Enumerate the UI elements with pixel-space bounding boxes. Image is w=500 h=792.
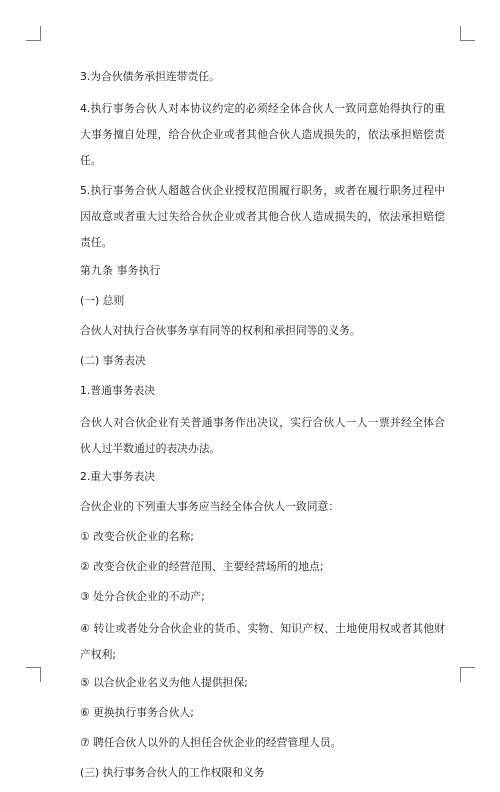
section-heading-voting: (二) 事务表决 (80, 354, 146, 367)
ordinary-voting-paragraph: 合伙人对合伙企业有关普通事务作出决议，实行合伙人一人一票并经全体合伙人过半数通过的表决办法。 (80, 416, 445, 455)
list-item-5: ⑤ 以合伙企业名义为他人提供担保; (80, 676, 248, 689)
list-item-6: ⑥ 更换执行事务合伙人; (80, 706, 194, 719)
crop-mark-bottom-left (26, 667, 41, 682)
article-heading: 第九条 事务执行 (80, 264, 161, 277)
major-voting-intro: 合伙企业的下列重大事务应当经全体合伙人一致同意： (80, 500, 340, 513)
document-body (80, 66, 445, 792)
crop-mark-top-left (26, 26, 41, 41)
list-item-7: ⑦ 聘任合伙人以外的人担任合伙企业的经营管理人员。 (80, 736, 342, 749)
list-item-3: ③ 处分合伙企业的不动产; (80, 590, 205, 603)
crop-mark-top-right (460, 26, 475, 41)
clause-item-3: 3.为合伙债务承担连带责任。 (80, 70, 220, 83)
general-paragraph: 合伙人对执行合伙事务享有同等的权利和承担同等的义务。 (80, 324, 361, 337)
crop-mark-bottom-right (460, 667, 475, 682)
section-heading-executive-authority: (三) 执行事务合伙人的工作权限和义务 (80, 766, 265, 779)
subheading-major-voting: 2.重大事务表决 (80, 470, 156, 483)
section-heading-general: (一) 总则 (80, 294, 125, 307)
clause-item-5: 5.执行事务合伙人超越合伙企业授权范围履行职务，或者在履行职务过程中因故意或者重大过失给合伙企业或者其他合伙人造成损失的，依法承担赔偿责任。 (80, 184, 445, 249)
subheading-ordinary-voting: 1.普通事务表决 (80, 384, 156, 397)
list-item-4: ④ 转让或者处分合伙企业的货币、实物、知识产权、土地使用权或者其他财产权利; (80, 622, 445, 661)
list-item-1: ① 改变合伙企业的名称; (80, 530, 194, 543)
list-item-2: ② 改变合伙企业的经营范围、主要经营场所的地点; (80, 560, 324, 573)
clause-item-4: 4.执行事务合伙人对本协议约定的必须经全体合伙人一致同意始得执行的重大事务擅自处理，给合伙企业或者其他合伙人造成损失的，依法承担赔偿责任。 (80, 102, 445, 167)
